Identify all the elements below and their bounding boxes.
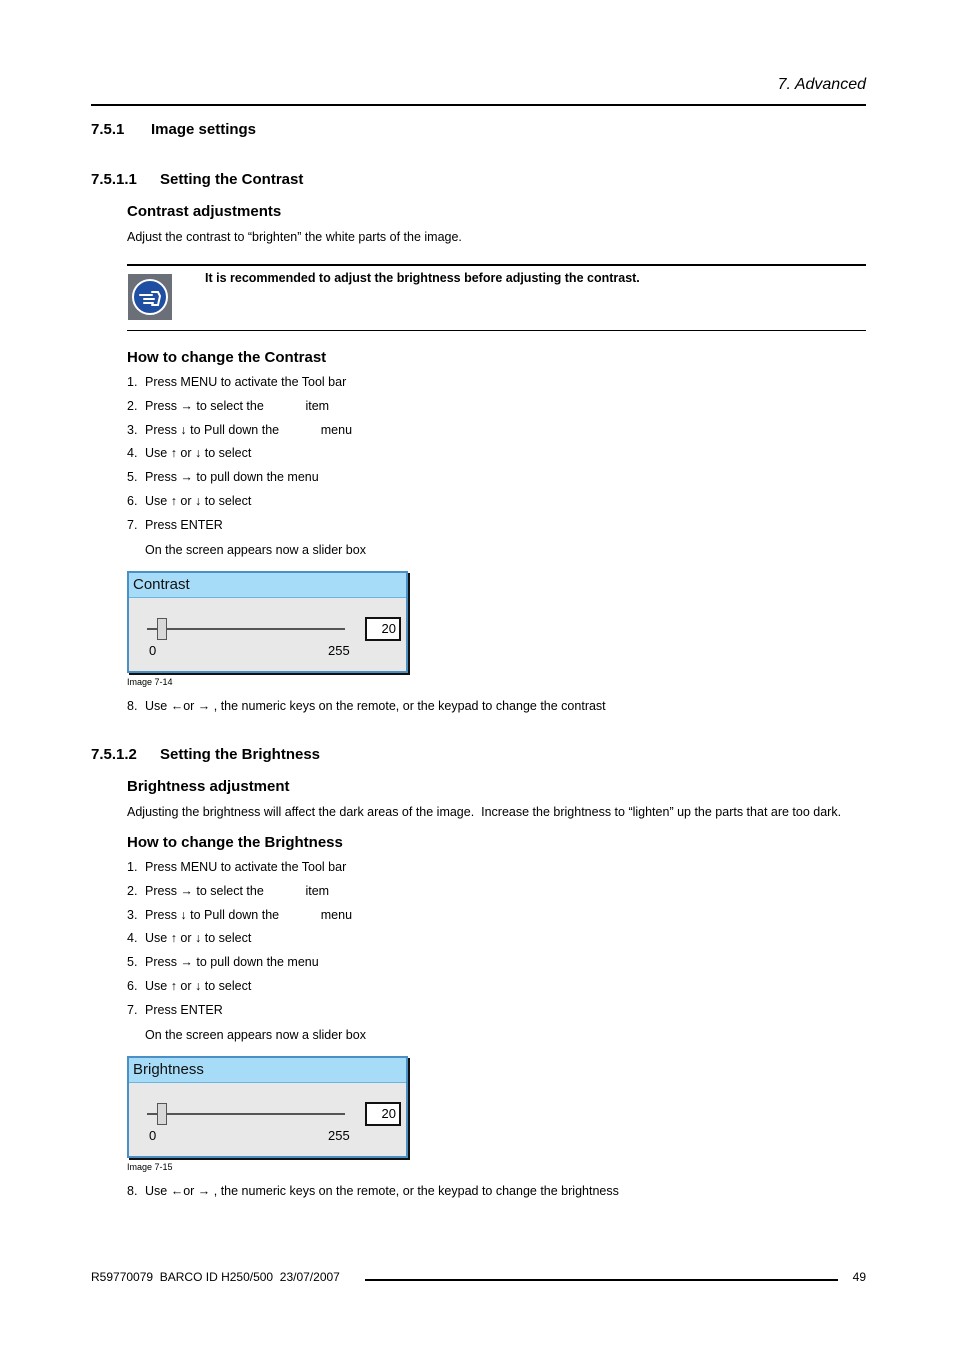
section-heading-7-5-1-2 [91, 746, 320, 763]
how-to-change-brightness-heading: How to change the Brightness [127, 834, 343, 851]
slider-value-field[interactable]: 20 [365, 617, 401, 641]
slider-max-label: 255 [328, 643, 350, 658]
section-title: Image settings [151, 121, 257, 138]
footer-rule [365, 1279, 838, 1281]
how-to-change-contrast-heading: How to change the Contrast [127, 349, 327, 366]
list-item: 3. Press ↓ to Pull down the menu [127, 422, 353, 437]
brightness-slider-intro: On the screen appears now a slider box [145, 1028, 366, 1042]
list-item: 4. Use ↑ or ↓ to select [127, 446, 252, 461]
list-item: 2. Press → to select the item [127, 883, 330, 898]
note-rule-bottom [127, 330, 866, 331]
slider-thumb[interactable] [157, 618, 167, 640]
slider-title: Brightness [129, 1058, 406, 1083]
slider-track[interactable] [147, 1113, 345, 1115]
list-item: 6. Use ↑ or ↓ to select [127, 493, 252, 508]
contrast-description: Adjust the contrast to “brighten” the white parts of the image. [127, 230, 462, 244]
list-item: 7. Press ENTER [127, 517, 223, 532]
list-item: 3. Press ↓ to Pull down the menu [127, 907, 353, 922]
slider-max-label: 255 [328, 1128, 350, 1143]
note-text: It is recommended to adjust the brightness before adjusting the contrast. [205, 271, 640, 285]
slider-min-label: 0 [149, 1128, 157, 1143]
brightness-adjustment-heading: Brightness adjustment [127, 778, 290, 795]
list-item: 6. Use ↑ or ↓ to select [127, 978, 252, 993]
image-caption: Image 7-14 [127, 677, 173, 687]
section-heading-7-5-1-1 [91, 171, 303, 188]
contrast-step-8: 8. Use ←or → , the numeric keys on the remote, or the keypad to change the contrast [127, 699, 606, 713]
slider-track[interactable] [147, 628, 345, 630]
section-number: 7.5.1.2 [91, 746, 137, 763]
chapter-title: 7. Advanced [777, 76, 866, 93]
contrast-slider-box [127, 571, 408, 673]
brightness-description: Adjusting the brightness will affect the dark areas of the image. Increase the brightness to “lighten” up the parts that are too dark. [127, 805, 842, 819]
section-number: 7.5.1 [91, 121, 125, 138]
slider-value-field[interactable]: 20 [365, 1102, 401, 1126]
section-heading-7-5-1 [91, 121, 256, 138]
brightness-steps-list [127, 856, 352, 1023]
contrast-adjustments-heading: Contrast adjustments [127, 203, 282, 220]
page-number: 49 [852, 1270, 866, 1284]
brightness-step-8: 8. Use ←or → , the numeric keys on the remote, or the keypad to change the brightness [127, 1184, 619, 1198]
slider-thumb[interactable] [157, 1103, 167, 1125]
list-item: 5. Press → to pull down the menu [127, 470, 319, 485]
list-item: 5. Press → to pull down the menu [127, 955, 319, 970]
list-item: 2. Press → to select the item [127, 398, 330, 413]
pointing-hand-icon [131, 278, 169, 316]
image-caption: Image 7-15 [127, 1162, 173, 1172]
list-item: 1. Press MENU to activate the Tool bar [127, 375, 347, 389]
section-title: Setting the Contrast [160, 171, 304, 188]
note-icon [128, 274, 172, 320]
slider-min-label: 0 [149, 643, 157, 658]
slider-title: Contrast [129, 573, 406, 598]
list-item: 1. Press MENU to activate the Tool bar [127, 860, 347, 874]
footer-document-id: R59770079 BARCO ID H250/500 23/07/2007 [91, 1270, 340, 1284]
list-item: 7. Press ENTER [127, 1002, 223, 1017]
section-title: Setting the Brightness [160, 746, 321, 763]
list-item: 4. Use ↑ or ↓ to select [127, 931, 252, 946]
brightness-slider-box [127, 1056, 408, 1158]
contrast-slider-intro: On the screen appears now a slider box [145, 543, 366, 557]
section-number: 7.5.1.1 [91, 171, 137, 188]
note-rule-top [127, 264, 866, 266]
contrast-steps-list [127, 371, 352, 538]
header-rule [91, 104, 866, 106]
